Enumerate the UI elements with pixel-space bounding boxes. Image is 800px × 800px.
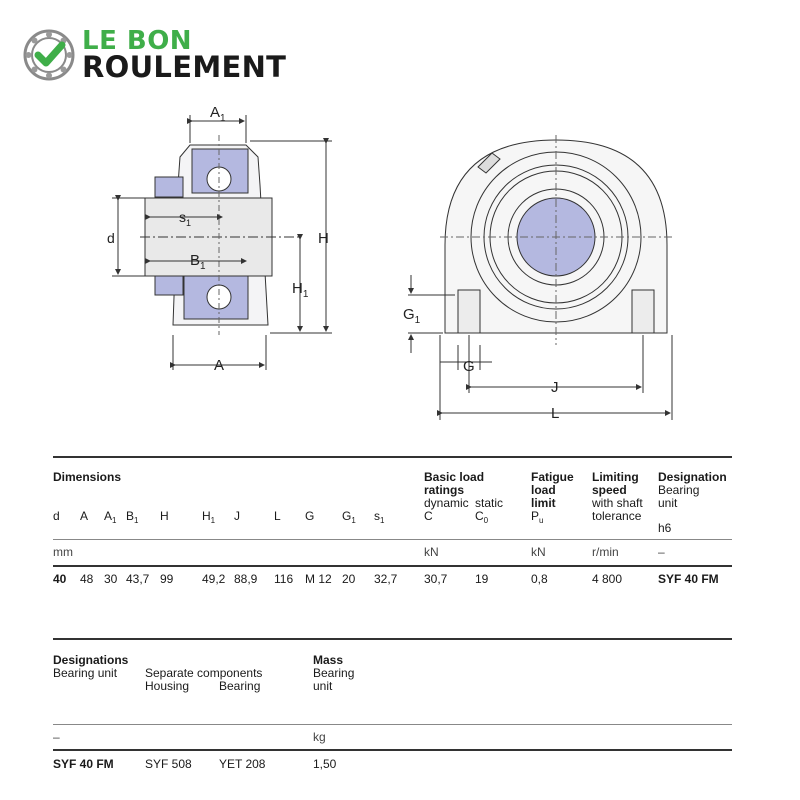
fatigue-title-1: Fatigue [531, 470, 574, 484]
unit-kN-2: kN [531, 545, 546, 559]
row-G: M 12 [305, 572, 332, 586]
col-J: J [234, 509, 240, 523]
label-H: H [318, 230, 329, 247]
limiting-title-3: with shaft [592, 496, 643, 510]
col-L: L [274, 509, 281, 523]
col-G: G [305, 509, 315, 523]
col-C: C [424, 509, 433, 523]
unit-rpm: r/min [592, 545, 619, 559]
table2-header-rule [53, 724, 732, 725]
limiting-title-1: Limiting [592, 470, 639, 484]
fatigue-title-3: limit [531, 496, 556, 510]
unit-kN-1: kN [424, 545, 439, 559]
row-designation: SYF 40 FM [658, 572, 719, 586]
separate-components-label: Separate components [145, 666, 263, 680]
col-H1: $H_1$ [202, 509, 216, 525]
brand-logo [22, 28, 302, 84]
row-B1: 43,7 [126, 572, 150, 586]
row2-unit: SYF 40 FM [53, 757, 114, 771]
col-A: A [80, 509, 89, 523]
row2-housing: SYF 508 [145, 757, 192, 771]
row-d: 40 [53, 572, 67, 586]
designation-title: Designation [658, 470, 727, 484]
table2-top-rule [53, 638, 732, 640]
table2-units-rule [53, 749, 732, 751]
bearing-label: Bearing [219, 679, 261, 693]
row-L: 116 [274, 572, 294, 586]
label-A1: $A_1$ [210, 104, 226, 124]
col-s1: $s_1$ [374, 509, 385, 525]
col-H: H [160, 509, 169, 523]
row-Pu: 0,8 [531, 572, 548, 586]
label-J: J [551, 379, 559, 396]
row-speed: 4 800 [592, 572, 623, 586]
row-A: 48 [80, 572, 94, 586]
row2-mass: 1,50 [313, 757, 337, 771]
col-Pu: $P_u$ [531, 509, 544, 525]
label-L: L [551, 405, 560, 422]
designation-sub-2: unit [658, 496, 678, 510]
housing-label: Housing [145, 679, 190, 693]
bearing-check-icon [22, 28, 76, 82]
basic-load-title-2: ratings [424, 483, 465, 497]
row-C: 30,7 [424, 572, 448, 586]
table1-header-rule [53, 539, 732, 540]
row2-bearing: YET 208 [219, 757, 266, 771]
label-G: G [463, 358, 475, 375]
limiting-title-4: tolerance [592, 509, 642, 523]
col-d: d [53, 509, 60, 523]
row-H1: 49,2 [202, 572, 226, 586]
row-C0: 19 [475, 572, 489, 586]
fatigue-title-2: load [531, 483, 556, 497]
label-d: d [107, 230, 115, 246]
label-H1: $H_1$ [292, 280, 309, 300]
col-C0: $C_0$ [475, 509, 489, 525]
label-s1: $s_1$ [179, 209, 192, 228]
mass-sub-1: Bearing [313, 666, 355, 680]
brand-line-1: LE BON [82, 26, 193, 56]
basic-load-static: static [475, 496, 504, 510]
technical-drawing [0, 95, 800, 435]
unit-kg: kg [313, 730, 326, 744]
unit-dash-2: – [53, 730, 60, 744]
side-view [112, 115, 332, 370]
basic-load-dynamic: dynamic [424, 496, 469, 510]
col-G1: $G_1$ [342, 509, 356, 525]
dimensions-title: Dimensions [53, 470, 122, 484]
table1-top-rule [53, 456, 732, 458]
designation-sub-1: Bearing [658, 483, 700, 497]
mass-sub-2: unit [313, 679, 333, 693]
unit-dash: – [658, 545, 665, 559]
label-B1: $B_1$ [190, 252, 206, 272]
row-s1: 32,7 [374, 572, 398, 586]
designations-title: Designations [53, 653, 129, 667]
row-H: 99 [160, 572, 174, 586]
bearing-unit-label: Bearing unit [53, 666, 118, 680]
mass-title: Mass [313, 653, 344, 667]
col-A1: $A_1$ [104, 509, 117, 525]
row-A1: 30 [104, 572, 118, 586]
front-view [408, 135, 672, 420]
row-J: 88,9 [234, 572, 258, 586]
limiting-title-2: speed [592, 483, 627, 497]
designation-h6: h6 [658, 521, 672, 535]
table1-units-rule [53, 565, 732, 567]
col-B1: $B_1$ [126, 509, 139, 525]
unit-mm: mm [53, 545, 73, 559]
brand-line-2: ROULEMENT [82, 50, 287, 84]
row-G1: 20 [342, 572, 356, 586]
label-G1: $G_1$ [403, 306, 421, 326]
label-A: A [214, 357, 225, 374]
basic-load-title-1: Basic load [424, 470, 485, 484]
